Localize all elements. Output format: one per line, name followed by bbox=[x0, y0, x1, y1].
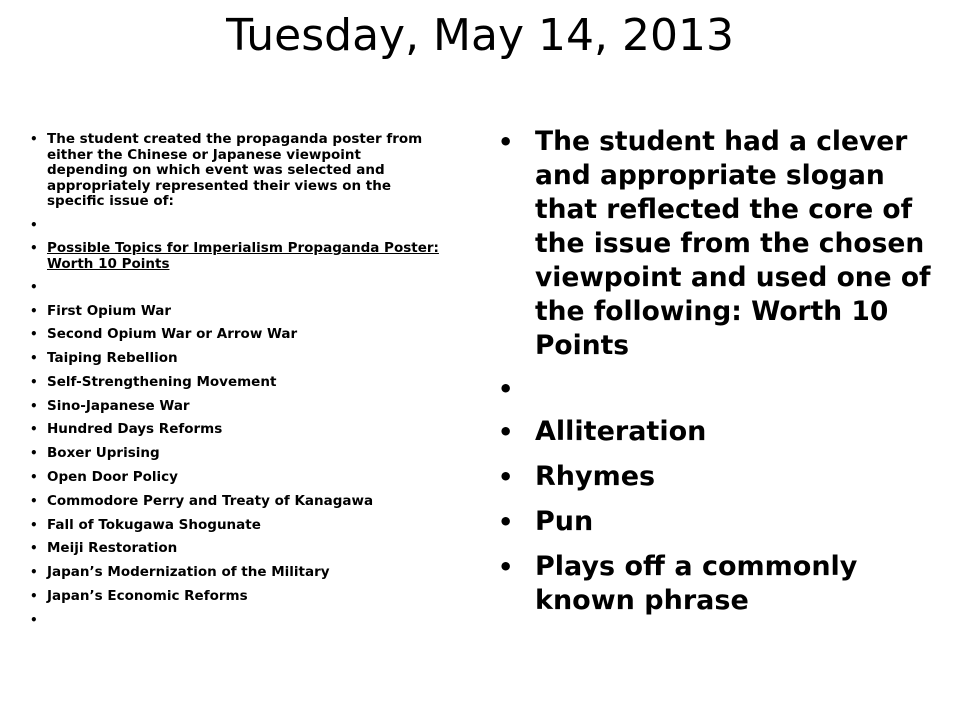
device-item: • Alliteration bbox=[498, 415, 953, 449]
slide-title: Tuesday, May 14, 2013 bbox=[226, 10, 734, 61]
empty-bullet bbox=[498, 375, 953, 409]
topic-item: • Fall of Tokugawa Shogunate bbox=[30, 518, 445, 534]
device-item: • Rhymes bbox=[498, 460, 953, 494]
topics-heading-bullet bbox=[30, 241, 445, 272]
topics-heading: Possible Topics for Imperialism Propaganda Poster: Worth 10 Points bbox=[47, 240, 439, 272]
topic-item: • Boxer Uprising bbox=[30, 446, 445, 462]
empty-bullet bbox=[30, 218, 445, 234]
topic-item: • Second Opium War or Arrow War bbox=[30, 327, 445, 343]
empty-bullet bbox=[30, 613, 445, 629]
topic-item: • Self-Strengthening Movement bbox=[30, 375, 445, 391]
right-bullet-list bbox=[498, 125, 953, 629]
topic-item: • Sino-Japanese War bbox=[30, 399, 445, 415]
topic-item: • First Opium War bbox=[30, 304, 445, 320]
topic-item: • Japan’s Economic Reforms bbox=[30, 589, 445, 605]
topic-item: • Meiji Restoration bbox=[30, 541, 445, 557]
topic-item: • Commodore Perry and Treaty of Kanagawa bbox=[30, 494, 445, 510]
topic-item: • Hundred Days Reforms bbox=[30, 422, 445, 438]
topic-item: • Open Door Policy bbox=[30, 470, 445, 486]
device-item: • Pun bbox=[498, 505, 953, 539]
empty-bullet bbox=[30, 280, 445, 296]
intro-bullet: • The student created the propaganda poster from either the Chinese or Japanese viewpoint depending on which event was selected and appropriately represented their views on the specific issue of: bbox=[30, 132, 445, 210]
left-bullet-list bbox=[30, 132, 445, 636]
device-item: • Plays off a commonly known phrase bbox=[498, 550, 953, 618]
topic-item: • Taiping Rebellion bbox=[30, 351, 445, 367]
criterion-bullet: • The student had a clever and appropriate slogan that reflected the core of the issue from the chosen viewpoint and used one of the following: Worth 10 Points bbox=[498, 125, 953, 363]
topic-item: • Japan’s Modernization of the Military bbox=[30, 565, 445, 581]
